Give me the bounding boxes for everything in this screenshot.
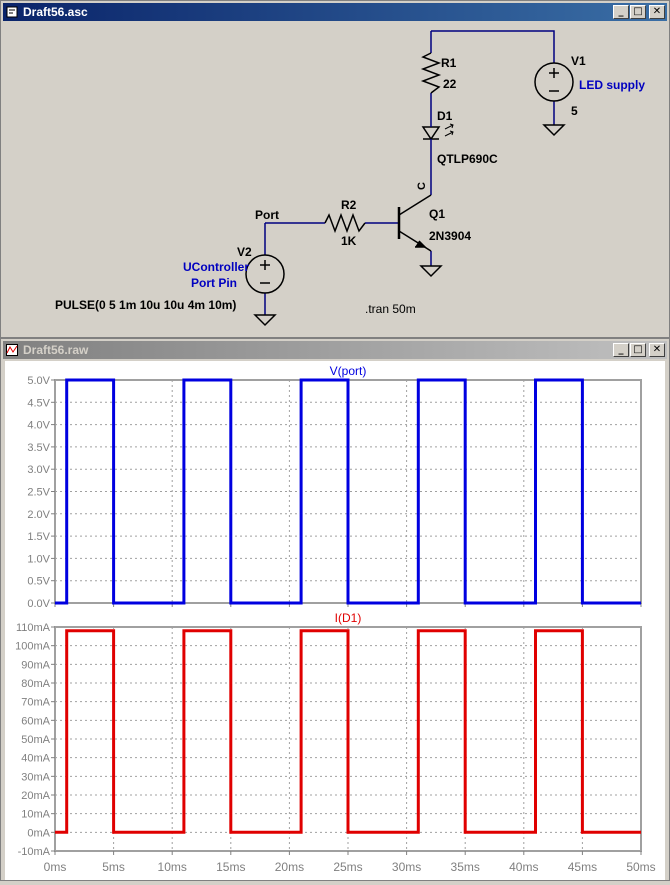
q1-value-label: 2N3904 xyxy=(429,229,472,243)
waveform-titlebar[interactable] xyxy=(3,341,667,359)
tran-directive: .tran 50m xyxy=(365,302,416,316)
y-tick-label: 0.5V xyxy=(27,575,50,588)
schematic-window-title: Draft56.asc xyxy=(23,5,88,19)
schematic-titlebar[interactable] xyxy=(3,3,667,21)
y-tick-label: -10mA xyxy=(17,846,50,858)
plot-id1 xyxy=(15,611,641,858)
waveform-window xyxy=(0,338,670,881)
schematic-svg xyxy=(5,23,667,335)
x-tick-label: 25ms xyxy=(333,860,363,874)
q1-name-label: Q1 xyxy=(429,207,446,221)
y-tick-label: 2.5V xyxy=(27,486,50,499)
x-tick-label: 0ms xyxy=(43,860,67,874)
close-icon[interactable]: ✕ xyxy=(649,343,665,357)
y-tick-label: 3.0V xyxy=(27,464,50,477)
maximize-icon[interactable]: □ xyxy=(630,343,646,357)
y-tick-label: 1.0V xyxy=(27,553,50,566)
y-tick-label: 110mA xyxy=(15,622,50,634)
y-tick-label: 70mA xyxy=(21,696,50,709)
y-tick-label: 1.5V xyxy=(27,531,50,544)
x-tick-label: 10ms xyxy=(157,860,187,874)
r1-value-label: 22 xyxy=(443,77,457,91)
v2-desc2-label: Port Pin xyxy=(190,276,237,290)
v1-value-label: 5 xyxy=(571,104,578,118)
waveform-canvas[interactable] xyxy=(5,361,665,880)
plot-vport xyxy=(27,364,641,610)
y-tick-label: 0mA xyxy=(27,827,50,840)
minimize-icon[interactable]: _ xyxy=(613,5,629,19)
x-tick-label: 30ms xyxy=(391,860,422,874)
r2-value-label: 1K xyxy=(341,234,357,248)
x-tick-label: 50ms xyxy=(626,860,656,874)
y-tick-label: 50mA xyxy=(21,734,50,746)
schematic-canvas[interactable] xyxy=(5,23,665,335)
schematic-window xyxy=(0,0,670,338)
y-tick-label: 2.0V xyxy=(27,508,50,521)
x-tick-label: 5ms xyxy=(102,860,125,874)
trace-title-id1: I(D1) xyxy=(334,611,362,625)
maximize-icon[interactable]: □ xyxy=(630,5,646,19)
ground-icon xyxy=(255,315,275,325)
y-tick-label: 3.5V xyxy=(27,441,50,454)
r1-symbol xyxy=(423,53,439,93)
v1-desc-label: LED supply xyxy=(579,78,646,92)
q1-collector-label: C xyxy=(416,182,428,190)
close-icon[interactable]: ✕ xyxy=(649,5,665,19)
y-tick-label: 30mA xyxy=(21,771,50,784)
x-tick-label: 35ms xyxy=(450,860,480,874)
y-tick-label: 4.0V xyxy=(27,419,50,432)
d1-value-label: QTLP690C xyxy=(437,152,498,166)
y-tick-label: 5.0V xyxy=(27,375,50,387)
net-port-label: Port xyxy=(255,208,279,222)
x-tick-label: 45ms xyxy=(567,860,598,874)
r2-name-label: R2 xyxy=(341,198,357,212)
y-tick-label: 100mA xyxy=(15,640,50,653)
y-tick-label: 0.0V xyxy=(27,598,50,610)
waveform-svg xyxy=(5,361,667,880)
y-tick-label: 60mA xyxy=(21,715,50,728)
y-tick-label: 4.5V xyxy=(27,397,50,410)
q1-symbol xyxy=(399,195,431,251)
y-tick-label: 10mA xyxy=(21,808,50,821)
minimize-icon[interactable]: _ xyxy=(613,343,629,357)
pulse-directive: PULSE(0 5 1m 10u 10u 4m 10m) xyxy=(55,298,237,312)
waveform-app-icon xyxy=(5,343,19,357)
d1-name-label: D1 xyxy=(437,109,453,123)
ground-icon xyxy=(544,125,564,135)
v1-symbol xyxy=(535,63,573,101)
r1-name-label: R1 xyxy=(441,56,457,70)
v2-name-label: V2 xyxy=(237,245,252,259)
v1-name-label: V1 xyxy=(571,54,586,68)
v2-desc1-label: UController xyxy=(183,260,249,274)
trace-title-vport: V(port) xyxy=(329,364,367,378)
r2-symbol xyxy=(325,215,365,231)
y-tick-label: 90mA xyxy=(21,659,50,672)
y-tick-label: 80mA xyxy=(21,678,50,690)
x-tick-label: 15ms xyxy=(216,860,246,874)
schematic-app-icon xyxy=(5,5,19,19)
ground-icon xyxy=(421,266,441,276)
v2-symbol xyxy=(246,255,284,293)
x-tick-label: 40ms xyxy=(509,860,539,874)
y-tick-label: 20mA xyxy=(21,790,50,802)
waveform-window-title: Draft56.raw xyxy=(23,343,89,357)
y-tick-label: 40mA xyxy=(21,752,50,765)
x-tick-label: 20ms xyxy=(274,860,305,874)
